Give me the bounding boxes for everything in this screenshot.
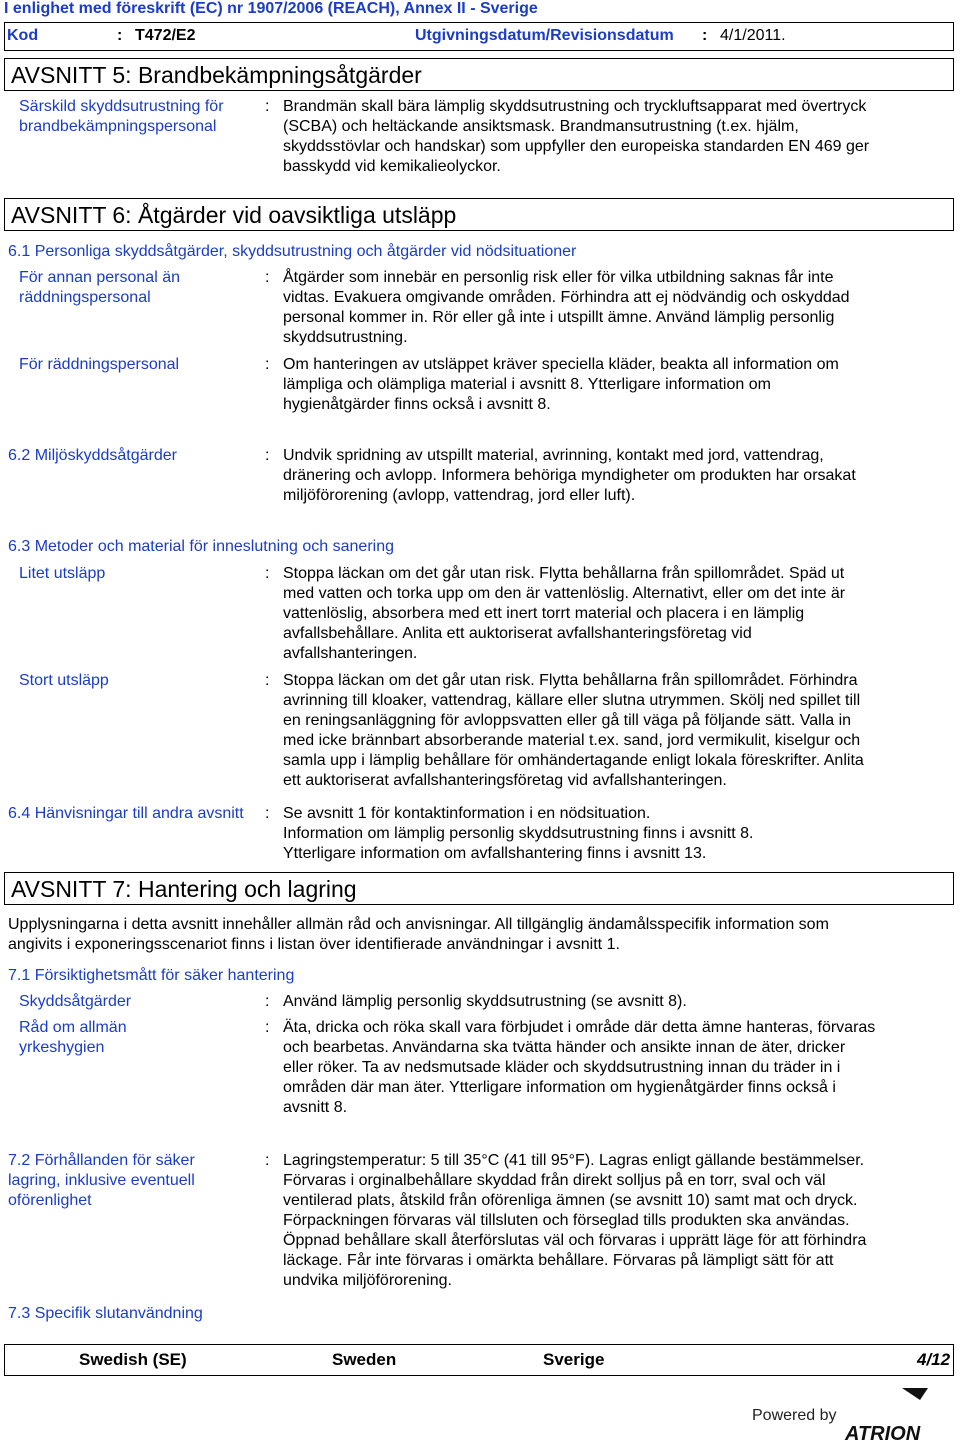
section7-title-box [4, 872, 954, 905]
text-line: Information om lämplig personlig skyddsutrustning finns i avsnitt 8. [283, 825, 754, 842]
section5-title-box [4, 58, 954, 91]
colon: : [265, 993, 270, 1010]
section5-title: AVSNITT 5: Brandbekämpningsåtgärder [11, 62, 422, 88]
text-line: Förpackningen förvaras väl tillsluten och förseglad tills produkten ska användas. [283, 1212, 850, 1229]
header-box [4, 22, 954, 51]
text-line: en reningsanläggning för avloppsvatten eller gå till väga på följande sätt. Valla in [283, 712, 852, 729]
text-line: Om hanteringen av utsläppet kräver speciella kläder, beakta all information om [283, 356, 839, 373]
protective-measures-label: Skyddsåtgärder [19, 993, 132, 1010]
text-line: undvika miljöförorening. [283, 1272, 452, 1289]
text-line: Brandmän skall bära lämplig skyddsutrustning och tryckluftsapparat med övertryck [283, 98, 867, 115]
text-line: eller röker. Ta av nedsmutsade kläder och skyddsutrustning innan du träder in i [283, 1059, 841, 1076]
text-line: avrinning till kloaker, vattendrag, källare eller slutna utrymmen. Skölj ned spillet till [283, 692, 861, 709]
protective-measures-text [283, 992, 948, 1012]
footer-country: Sweden [332, 1350, 397, 1369]
revision-colon: : [702, 27, 708, 44]
rescue-personnel-text [283, 355, 948, 415]
text-line: Ytterligare information om avfallshantering finns i avsnitt 13. [283, 845, 707, 862]
footer-page-number: 4/12 [917, 1350, 951, 1369]
text-line: avfallshanteringen. [283, 645, 418, 662]
revision-value: 4/1/2011. [720, 27, 786, 44]
references-text [283, 804, 948, 864]
text-line: Se avsnitt 1 för kontaktinformation i en nödsituation. [283, 805, 651, 822]
large-spill-label: Stort utsläpp [19, 672, 109, 689]
colon: : [265, 356, 270, 373]
text-line: basskydd vid kemikalieolyckor. [283, 158, 501, 175]
text-line: områden där man äter. Ytterligare information om hygienåtgärder finns också i [283, 1079, 836, 1096]
colon: : [265, 98, 270, 115]
text-line: hygienåtgärder finns också i avsnitt 8. [283, 396, 551, 413]
text-line: skyddsstövlar och handskar) som uppfyller den europeiska standarden EN 469 ger [283, 138, 870, 155]
text-line: Öppnad behållare skall återförslutas väl och förvaras i upprätt läge för att förhindra [283, 1232, 867, 1249]
text-line: Upplysningarna i detta avsnitt innehåller allmän råd och anvisningar. All tillgänglig ändamålsspecifik information som [8, 916, 829, 933]
text-line: vattenlöslig, absorbera med ett inert torrt material och placera i en lämplig [283, 605, 805, 622]
colon: : [265, 447, 270, 464]
atrion-logo [752, 1388, 960, 1444]
colon: : [265, 805, 270, 822]
code-colon: : [117, 27, 123, 44]
text-line: vidtas. Evakuera omgivande områden. Förhindra att ej nödvändig och oskyddad [283, 289, 850, 306]
text-line: samla upp i lämplig behållare för omhändertagande enligt lokala föreskrifter. Anlita [283, 752, 864, 769]
logo-mark-icon [902, 1388, 928, 1400]
text-line: Förvaras i orginalbehållare skyddad från direkt solljus på en torr, sval och väl [283, 1172, 826, 1189]
section6-title: AVSNITT 6: Åtgärder vid oavsiktliga utsläpp [11, 202, 457, 228]
section7-3-heading: 7.3 Specifik slutanvändning [8, 1305, 203, 1322]
hygiene-advice-label: Råd om allmän yrkeshygien [19, 1019, 127, 1056]
text-line: lämpliga och olämpliga material i avsnitt 8. Ytterligare information om [283, 376, 771, 393]
rescue-personnel-label: För räddningspersonal [19, 356, 180, 373]
text-line: med icke brännbart absorberande material t.ex. sand, jord vermikulit, kiselgur och [283, 732, 861, 749]
text-line: ett auktoriserat avfallshanteringsföretag vid avfallshanteringen. [283, 772, 727, 789]
code-value: T472/E2 [135, 27, 196, 44]
powered-by-text: Powered by [752, 1407, 837, 1424]
small-spill-text [283, 564, 948, 664]
text-line: miljöförorening (avlopp, vattendrag, jord eller luft). [283, 487, 636, 504]
text-line: Stoppa läckan om det går utan risk. Flytta behållarna från spillområdet. Späd ut [283, 565, 845, 582]
section5-label: Särskild skyddsutrustning för brandbekämpningspersonal [19, 98, 224, 135]
section6-3-heading: 6.3 Metoder och material för inneslutning och sanering [8, 538, 394, 555]
text-line: med vatten och torka upp om den är vattenlöslig. Alternativt, eller om det inte är [283, 585, 846, 602]
section6-1-heading: 6.1 Personliga skyddsåtgärder, skyddsutrustning och åtgärder vid nödsituationer [8, 243, 577, 260]
text-line: Stoppa läckan om det går utan risk. Flytta behållarna från spillområdet. Förhindra [283, 672, 858, 689]
footer-country-local: Sverige [543, 1350, 605, 1369]
text-line: avfallsbehållare. Anlita ett auktoriserat avfallshanteringsföretag vid [283, 625, 752, 642]
atrion-logo-graphic [752, 1388, 960, 1444]
other-personnel-label: För annan personal än räddningspersonal [19, 269, 180, 306]
text-line: och bearbetas. Användarna ska tvätta händer och ansikte innan de äter, dricker [283, 1039, 846, 1056]
text-line: personal kommer in. Rör eller gå inte i utspillt ämne. Använd lämplig personlig [283, 309, 835, 326]
section7-intro [8, 915, 953, 955]
footer-language: Swedish (SE) [79, 1350, 187, 1369]
page-footer [4, 1344, 954, 1376]
brand-text: ATRION [845, 1423, 921, 1444]
document-title: I enlighet med föreskrift (EC) nr 1907/2006 (REACH), Annex II - Sverige [4, 0, 538, 17]
large-spill-text [283, 671, 948, 791]
hygiene-advice-text [283, 1018, 948, 1118]
text-line: (SCBA) och heltäckande ansiktsmask. Brandmansutrustning (t.ex. hjälm, [283, 118, 799, 135]
small-spill-label: Litet utsläpp [19, 565, 106, 582]
references-label: 6.4 Hänvisningar till andra avsnitt [8, 805, 244, 822]
text-line: angivits i exponeringsscenariot finns i listan över identifierade användningar i avsnitt 1. [8, 936, 620, 953]
text-line: Använd lämplig personlig skyddsutrustning (se avsnitt 8). [283, 993, 687, 1010]
colon: : [265, 672, 270, 689]
section6-title-box [4, 198, 954, 231]
storage-conditions-text [283, 1151, 948, 1291]
environmental-precautions-label: 6.2 Miljöskyddsåtgärder [8, 447, 177, 464]
text-line: dränering och avlopp. Informera behöriga myndigheter om produkten har orsakat [283, 467, 856, 484]
code-label: Kod [7, 27, 39, 44]
text-line: avsnitt 8. [283, 1099, 348, 1116]
colon: : [265, 269, 270, 286]
revision-label: Utgivningsdatum/Revisionsdatum [415, 27, 674, 44]
text-line: Åtgärder som innebär en personlig risk eller för vilka utbildning saknas får inte [283, 269, 834, 286]
environmental-precautions-text [283, 446, 948, 506]
text-line: Äta, dricka och röka skall vara förbjudet i område där detta ämne hanteras, förvaras [283, 1019, 876, 1036]
colon: : [265, 1152, 270, 1169]
colon: : [265, 565, 270, 582]
section5-text [283, 97, 948, 177]
text-line: skyddsutrustning. [283, 329, 408, 346]
section7-title: AVSNITT 7: Hantering och lagring [11, 876, 357, 902]
text-line: läckage. Får inte förvaras i omärkta behållare. Förvaras på lämpligt sätt för att [283, 1252, 834, 1269]
section7-1-heading: 7.1 Försiktighetsmått för säker hantering [8, 967, 295, 984]
text-line: Lagringstemperatur: 5 till 35°C (41 till 95°F). Lagras enligt gällande bestämmelser. [283, 1152, 865, 1169]
text-line: ventilerad plats, åtskild från oförenliga ämnen (se avsnitt 10) samt mat och dryck. [283, 1192, 858, 1209]
colon: : [265, 1019, 270, 1036]
text-line: Undvik spridning av utspillt material, avrinning, kontakt med jord, vattendrag, [283, 447, 824, 464]
other-personnel-text [283, 268, 948, 348]
storage-conditions-label: 7.2 Förhållanden för säker lagring, inklusive eventuell oförenlighet [8, 1152, 195, 1209]
